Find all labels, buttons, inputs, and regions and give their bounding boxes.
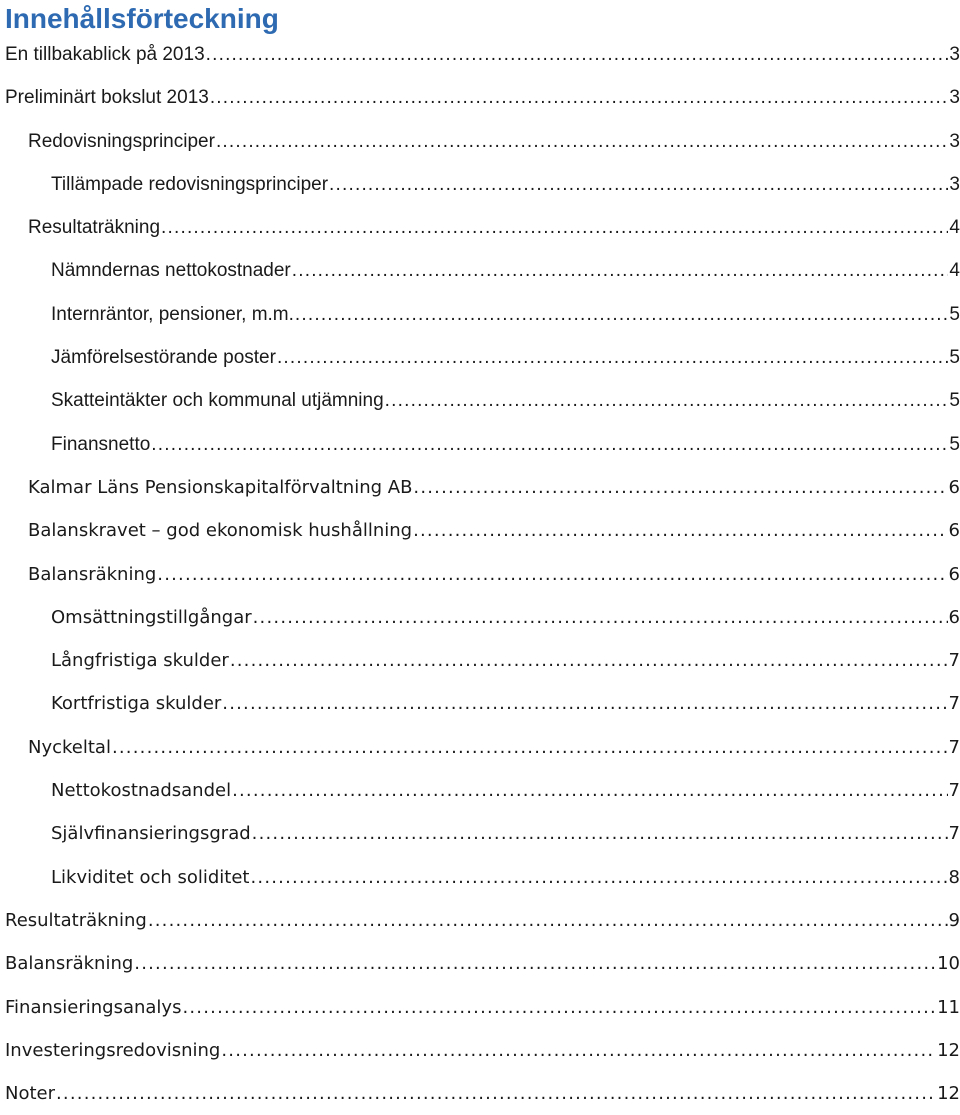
toc-entry-text: Självfinansieringsgrad	[51, 823, 251, 845]
toc-entry-text: En tillbakablick på 2013	[5, 44, 205, 65]
toc-entry[interactable]	[0, 726, 960, 769]
toc-page-number: 5	[949, 390, 960, 412]
toc-page-number: 7	[948, 650, 960, 672]
toc-entry[interactable]	[0, 206, 960, 249]
toc-page-number: 4	[949, 217, 960, 239]
toc-entry-text: Noter	[5, 1083, 56, 1105]
toc-dot-leader	[385, 379, 949, 422]
toc-entry[interactable]	[0, 596, 960, 639]
toc-dot-leader	[56, 1072, 936, 1115]
toc-page-number: 5	[949, 303, 960, 325]
toc-entry-text: Långfristiga skulder	[51, 650, 229, 672]
toc-page-number: 5	[949, 347, 960, 369]
toc-page-number: 6	[948, 606, 960, 628]
toc-page-number: 3	[949, 173, 960, 195]
toc-entry-text: Investeringsredovisning	[5, 1039, 221, 1061]
toc-entry[interactable]	[0, 249, 960, 292]
toc-dot-leader	[206, 33, 949, 76]
toc-page-number: 8	[948, 866, 960, 888]
toc-dot-leader	[253, 596, 948, 639]
toc-entry[interactable]	[0, 682, 960, 725]
toc-entry[interactable]	[0, 899, 960, 942]
toc-page-number: 5	[949, 433, 960, 455]
toc-entry-text: Resultaträkning	[5, 909, 147, 931]
toc-dot-leader	[230, 639, 948, 682]
toc-page-number: 3	[949, 130, 960, 152]
toc-dot-leader	[134, 942, 936, 985]
toc-entry-text: Kalmar Läns Pensionskapitalförvaltning AB	[28, 476, 413, 498]
toc-dot-leader	[157, 553, 947, 596]
toc-dot-leader	[151, 423, 948, 466]
toc-dot-leader	[292, 249, 949, 292]
toc-entry-text: Preliminärt bokslut 2013	[5, 87, 209, 109]
toc-entry-text: Nyckeltal	[28, 736, 111, 758]
toc-page-number: 3	[949, 44, 960, 65]
toc-entry[interactable]	[0, 1072, 960, 1115]
toc-entry[interactable]	[0, 639, 960, 682]
toc-entry[interactable]	[0, 769, 960, 812]
toc-dot-leader	[161, 206, 948, 249]
toc-page-number: 6	[948, 563, 960, 585]
toc-page-number: 11	[937, 996, 960, 1018]
toc-dot-leader	[222, 682, 947, 725]
toc-entry-text: Balansräkning	[28, 563, 157, 585]
toc-dot-leader	[329, 163, 948, 206]
toc-page-number: 7	[948, 693, 960, 715]
toc-entry[interactable]	[0, 856, 960, 899]
toc-page-number: 12	[937, 1083, 960, 1105]
toc-dot-leader	[252, 812, 948, 855]
toc-entry-text: Redovisningsprinciper	[28, 130, 215, 152]
toc-entry-text: Finansnetto	[51, 433, 151, 455]
toc-entry[interactable]	[0, 986, 960, 1029]
toc-entry[interactable]	[0, 942, 960, 985]
toc-entry-text: Balansräkning	[5, 953, 134, 975]
toc-page-number: 10	[937, 953, 960, 975]
toc-entry[interactable]	[0, 379, 960, 422]
toc-entry-text: Finansieringsanalys	[5, 996, 182, 1018]
toc-entry[interactable]	[0, 33, 960, 76]
toc-page-number: 7	[948, 736, 960, 758]
toc-entry-text: Skatteintäkter och kommunal utjämning	[51, 390, 384, 412]
toc-entry-text: Balanskravet – god ekonomisk hushållning	[28, 520, 413, 542]
toc-entry-text: Internräntor, pensioner, m.m.	[51, 303, 294, 325]
toc-page-number: 12	[937, 1039, 960, 1061]
toc-entry-text: Resultaträkning	[28, 217, 161, 239]
toc-entry[interactable]	[0, 466, 960, 509]
toc-entry-text: Tillämpade redovisningsprinciper	[51, 173, 329, 195]
toc-entry[interactable]	[0, 423, 960, 466]
toc-entry-text: Kortfristiga skulder	[51, 693, 222, 715]
toc-page-number: 9	[948, 909, 960, 931]
toc-entry-text: Likviditet och soliditet	[51, 866, 250, 888]
toc-page-number: 3	[949, 87, 960, 109]
toc-entry-text: Nämndernas nettokostnader	[51, 260, 291, 282]
toc-dot-leader	[295, 293, 949, 336]
toc-page-number: 6	[948, 520, 960, 542]
toc-dot-leader	[210, 76, 949, 119]
toc-page-number: 4	[949, 260, 960, 282]
toc-entry[interactable]	[0, 163, 960, 206]
toc-entry-text: Omsättningstillgångar	[51, 606, 252, 628]
toc-page-number: 6	[948, 476, 960, 498]
toc-dot-leader	[148, 899, 948, 942]
toc-entry[interactable]	[0, 336, 960, 379]
toc-dot-leader	[232, 769, 947, 812]
toc-dot-leader	[413, 466, 947, 509]
toc-entry-text: Jämförelsestörande poster	[51, 347, 276, 369]
toc-dot-leader	[251, 856, 948, 899]
toc-entry[interactable]	[0, 76, 960, 119]
toc-dot-leader	[413, 509, 947, 552]
toc-entry[interactable]	[0, 1029, 960, 1072]
toc-entry[interactable]	[0, 293, 960, 336]
toc-entry-text: Nettokostnadsandel	[51, 780, 232, 802]
toc-entry[interactable]	[0, 553, 960, 596]
toc-dot-leader	[182, 986, 936, 1029]
toc-dot-leader	[216, 120, 948, 163]
toc-page-number: 7	[948, 780, 960, 802]
toc-page-number: 7	[948, 823, 960, 845]
toc-entry[interactable]	[0, 509, 960, 552]
toc-dot-leader	[112, 726, 948, 769]
toc-entry[interactable]	[0, 812, 960, 855]
toc-title: Innehållsförteckning	[5, 3, 279, 34]
toc-dot-leader	[277, 336, 948, 379]
toc-entry[interactable]	[0, 120, 960, 163]
toc-dot-leader	[221, 1029, 936, 1072]
toc-list	[0, 33, 960, 1115]
